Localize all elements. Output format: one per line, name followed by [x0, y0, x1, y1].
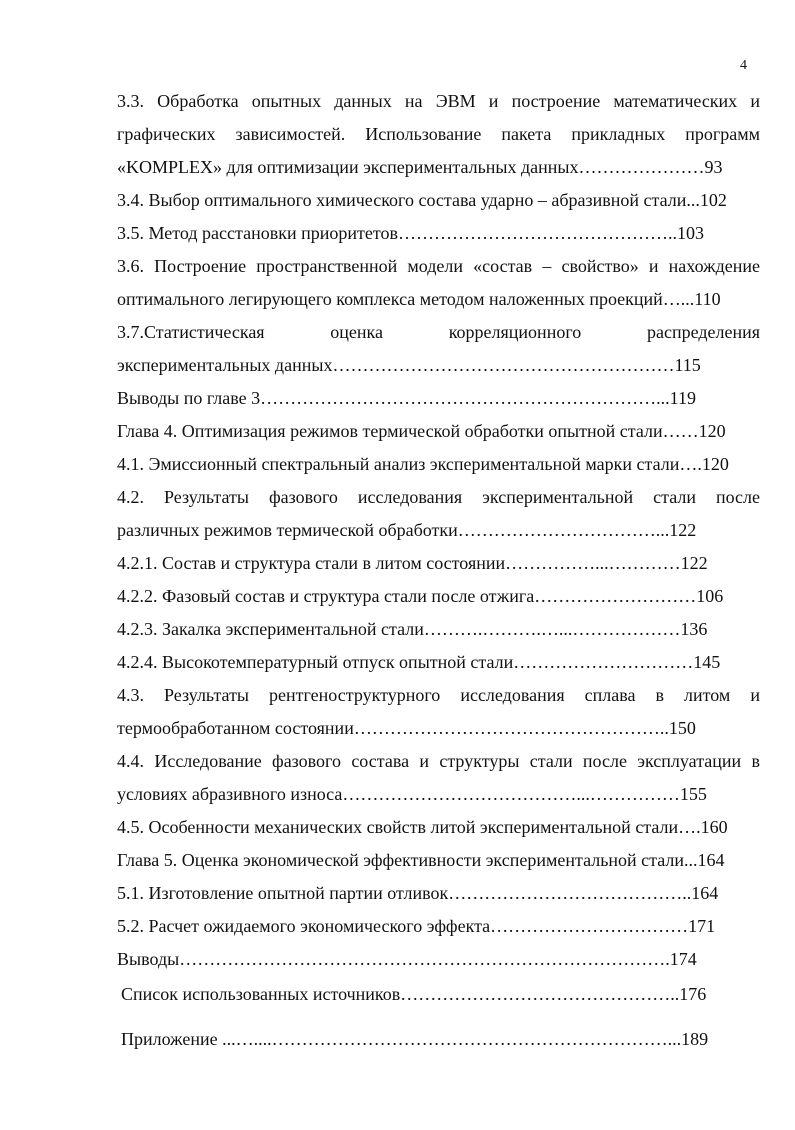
toc-line: 4.4. Исследование фазового состава и структуры стали после эксплуатации в [117, 751, 760, 771]
toc-line: «KOMPLEX» для оптимизации экспериментальных данных…………………93 [117, 157, 723, 177]
toc-line: 4.2.3. Закалка экспериментальной стали……….……….…...………………136 [117, 619, 708, 639]
table-of-contents [117, 85, 760, 1056]
toc-line: Глава 4. Оптимизация режимов термической обработки опытной стали……120 [117, 421, 726, 441]
toc-line: Выводы……………………………………………………………………….174 [117, 949, 697, 969]
toc-line: 4.2.2. Фазовый состав и структура стали после отжига………………………106 [117, 586, 724, 606]
toc-line: различных режимов термической обработки……………………………...122 [117, 520, 697, 540]
toc-line: условиях абразивного износа…………………………………...……………155 [117, 784, 707, 804]
toc-line: 4.3. Результаты рентгеноструктурного исследования сплава в литом и [117, 685, 760, 705]
toc-line: 3.4. Выбор оптимального химического состава ударно – абразивной стали...102 [117, 190, 727, 210]
toc-line: графических зависимостей. Использование пакета прикладных программ [117, 124, 760, 144]
page-number: 4 [740, 58, 747, 73]
toc-line: экспериментальных данных…………………………………………………115 [117, 355, 701, 375]
toc-line: 4.2.1. Состав и структура стали в литом состоянии……………...…………122 [117, 553, 708, 573]
toc-line: 3.5. Метод расстановки приоритетов………………………………………..103 [117, 223, 704, 243]
toc-line: 4.2. Результаты фазового исследования экспериментальной стали после [117, 487, 760, 507]
toc-line: 4.2.4. Высокотемпературный отпуск опытной стали…………………………145 [117, 652, 721, 672]
toc-line: 3.7.Статистическая оценка корреляционного распределения [117, 322, 760, 342]
toc-line: 3.3. Обработка опытных данных на ЭВМ и построение математических и [117, 91, 760, 111]
toc-line: термообработанном состоянии……………………………………………..150 [117, 718, 696, 738]
toc-line: Глава 5. Оценка экономической эффективности экспериментальной стали...164 [117, 850, 725, 870]
toc-line: 5.2. Расчет ожидаемого экономического эффекта……………………………171 [117, 916, 716, 936]
toc-line: Список использованных источников………………………………………..176 [121, 984, 707, 1004]
toc-line: 5.1. Изготовление опытной партии отливок…………………………………..164 [117, 883, 719, 903]
toc-line: 4.5. Особенности механических свойств литой экспериментальной стали….160 [117, 817, 728, 837]
toc-line: Приложение ...…....…………………………………………………………...189 [121, 1029, 709, 1049]
toc-line: 4.1. Эмиссионный спектральный анализ экспериментальной марки стали….120 [117, 454, 729, 474]
toc-line: 3.6. Построение пространственной модели «состав – свойство» и нахождение [117, 256, 760, 276]
toc-line: оптимального легирующего комплекса методом наложенных проекций…...110 [117, 289, 721, 309]
toc-line: Выводы по главе 3…………………………………………………………...119 [117, 388, 696, 408]
